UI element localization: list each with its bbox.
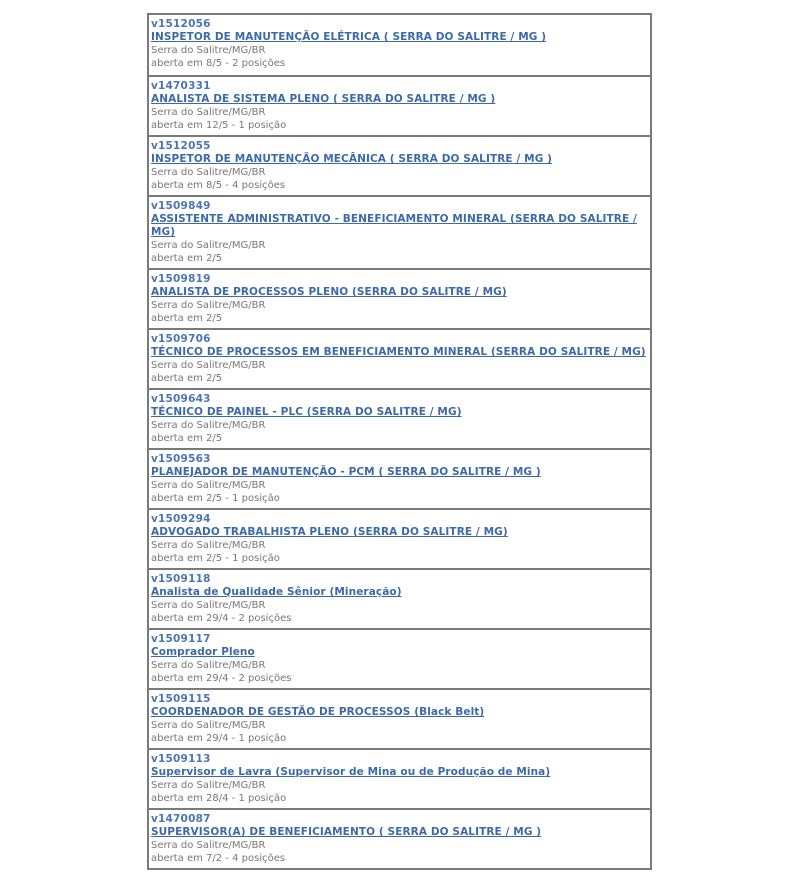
job-code: v1470087 xyxy=(151,813,211,825)
job-opened-date: aberta em 2/5 xyxy=(151,373,223,384)
list-item xyxy=(149,135,650,195)
job-title-link[interactable]: PLANEJADOR DE MANUTENÇÃO - PCM ( SERRA DO SALITRE / MG ) xyxy=(151,466,541,478)
list-item xyxy=(149,808,650,868)
job-opened-date: aberta em 2/5 - 1 posição xyxy=(151,553,280,564)
job-location: Serra do Salitre/MG/BR xyxy=(151,720,266,731)
job-location: Serra do Salitre/MG/BR xyxy=(151,107,266,118)
list-item xyxy=(149,628,650,688)
job-code: v1509563 xyxy=(151,453,211,465)
job-opened-date: aberta em 2/5 xyxy=(151,313,223,324)
job-title-link[interactable]: SUPERVISOR(A) DE BENEFICIAMENTO ( SERRA DO SALITRE / MG ) xyxy=(151,826,542,838)
job-opened-date: aberta em 29/4 - 1 posição xyxy=(151,733,287,744)
job-title-link[interactable]: ANALISTA DE PROCESSOS PLENO (SERRA DO SALITRE / MG) xyxy=(151,286,507,298)
job-code: v1509706 xyxy=(151,333,211,345)
job-location: Serra do Salitre/MG/BR xyxy=(151,480,266,491)
job-opened-date: aberta em 28/4 - 1 posição xyxy=(151,793,287,804)
job-title-link[interactable]: Supervisor de Lavra (Supervisor de Mina ou de Produção de Mina) xyxy=(151,766,551,778)
list-item xyxy=(149,508,650,568)
job-code: v1470331 xyxy=(151,80,211,92)
job-location: Serra do Salitre/MG/BR xyxy=(151,540,266,551)
job-title-link[interactable]: Analista de Qualidade Sênior (Mineração) xyxy=(151,586,402,598)
job-code: v1509643 xyxy=(151,393,211,405)
job-location: Serra do Salitre/MG/BR xyxy=(151,360,266,371)
job-title-link[interactable]: Comprador Pleno xyxy=(151,646,255,658)
list-item xyxy=(149,568,650,628)
list-item xyxy=(149,195,650,268)
list-item xyxy=(149,75,650,135)
list-item xyxy=(149,15,650,75)
job-title-link[interactable]: ADVOGADO TRABALHISTA PLENO (SERRA DO SALITRE / MG) xyxy=(151,526,508,538)
job-code: v1509118 xyxy=(151,573,211,585)
job-location: Serra do Salitre/MG/BR xyxy=(151,300,266,311)
job-opened-date: aberta em 12/5 - 1 posição xyxy=(151,120,287,131)
job-opened-date: aberta em 8/5 - 2 posições xyxy=(151,58,286,69)
job-code: v1509849 xyxy=(151,200,211,212)
list-item xyxy=(149,328,650,388)
job-code: v1509819 xyxy=(151,273,211,285)
job-location: Serra do Salitre/MG/BR xyxy=(151,240,266,251)
job-code: v1509294 xyxy=(151,513,211,525)
list-item xyxy=(149,688,650,748)
job-location: Serra do Salitre/MG/BR xyxy=(151,660,266,671)
list-item xyxy=(149,388,650,448)
job-opened-date: aberta em 2/5 - 1 posição xyxy=(151,493,280,504)
job-title-link[interactable]: INSPETOR DE MANUTENÇÃO ELÉTRICA ( SERRA DO SALITRE / MG ) xyxy=(151,31,547,43)
job-location: Serra do Salitre/MG/BR xyxy=(151,420,266,431)
job-title-link[interactable]: ANALISTA DE SISTEMA PLENO ( SERRA DO SALITRE / MG ) xyxy=(151,93,496,105)
job-opened-date: aberta em 2/5 xyxy=(151,253,223,264)
job-opened-date: aberta em 29/4 - 2 posições xyxy=(151,613,292,624)
job-location: Serra do Salitre/MG/BR xyxy=(151,167,266,178)
job-opened-date: aberta em 2/5 xyxy=(151,433,223,444)
job-title-link[interactable]: ASSISTENTE ADMINISTRATIVO - BENEFICIAMENTO MINERAL (SERRA DO SALITRE / MG) xyxy=(151,213,637,238)
job-code: v1509113 xyxy=(151,753,211,765)
job-code: v1509115 xyxy=(151,693,211,705)
job-location: Serra do Salitre/MG/BR xyxy=(151,45,266,56)
job-code: v1512055 xyxy=(151,140,211,152)
job-code: v1512056 xyxy=(151,18,211,30)
job-title-link[interactable]: INSPETOR DE MANUTENÇÃO MECÂNICA ( SERRA DO SALITRE / MG ) xyxy=(151,153,553,165)
list-item xyxy=(149,748,650,808)
job-opened-date: aberta em 29/4 - 2 posições xyxy=(151,673,292,684)
job-list xyxy=(147,13,652,870)
job-title-link[interactable]: TÉCNICO DE PAINEL - PLC (SERRA DO SALITRE / MG) xyxy=(151,406,462,418)
list-item xyxy=(149,268,650,328)
job-location: Serra do Salitre/MG/BR xyxy=(151,780,266,791)
job-title-link[interactable]: TÉCNICO DE PROCESSOS EM BENEFICIAMENTO MINERAL (SERRA DO SALITRE / MG) xyxy=(151,346,646,358)
job-opened-date: aberta em 7/2 - 4 posições xyxy=(151,853,286,864)
job-opened-date: aberta em 8/5 - 4 posições xyxy=(151,180,286,191)
job-code: v1509117 xyxy=(151,633,211,645)
job-location: Serra do Salitre/MG/BR xyxy=(151,600,266,611)
job-location: Serra do Salitre/MG/BR xyxy=(151,840,266,851)
list-item xyxy=(149,448,650,508)
job-title-link[interactable]: COORDENADOR DE GESTÃO DE PROCESSOS (Black Belt) xyxy=(151,706,485,718)
